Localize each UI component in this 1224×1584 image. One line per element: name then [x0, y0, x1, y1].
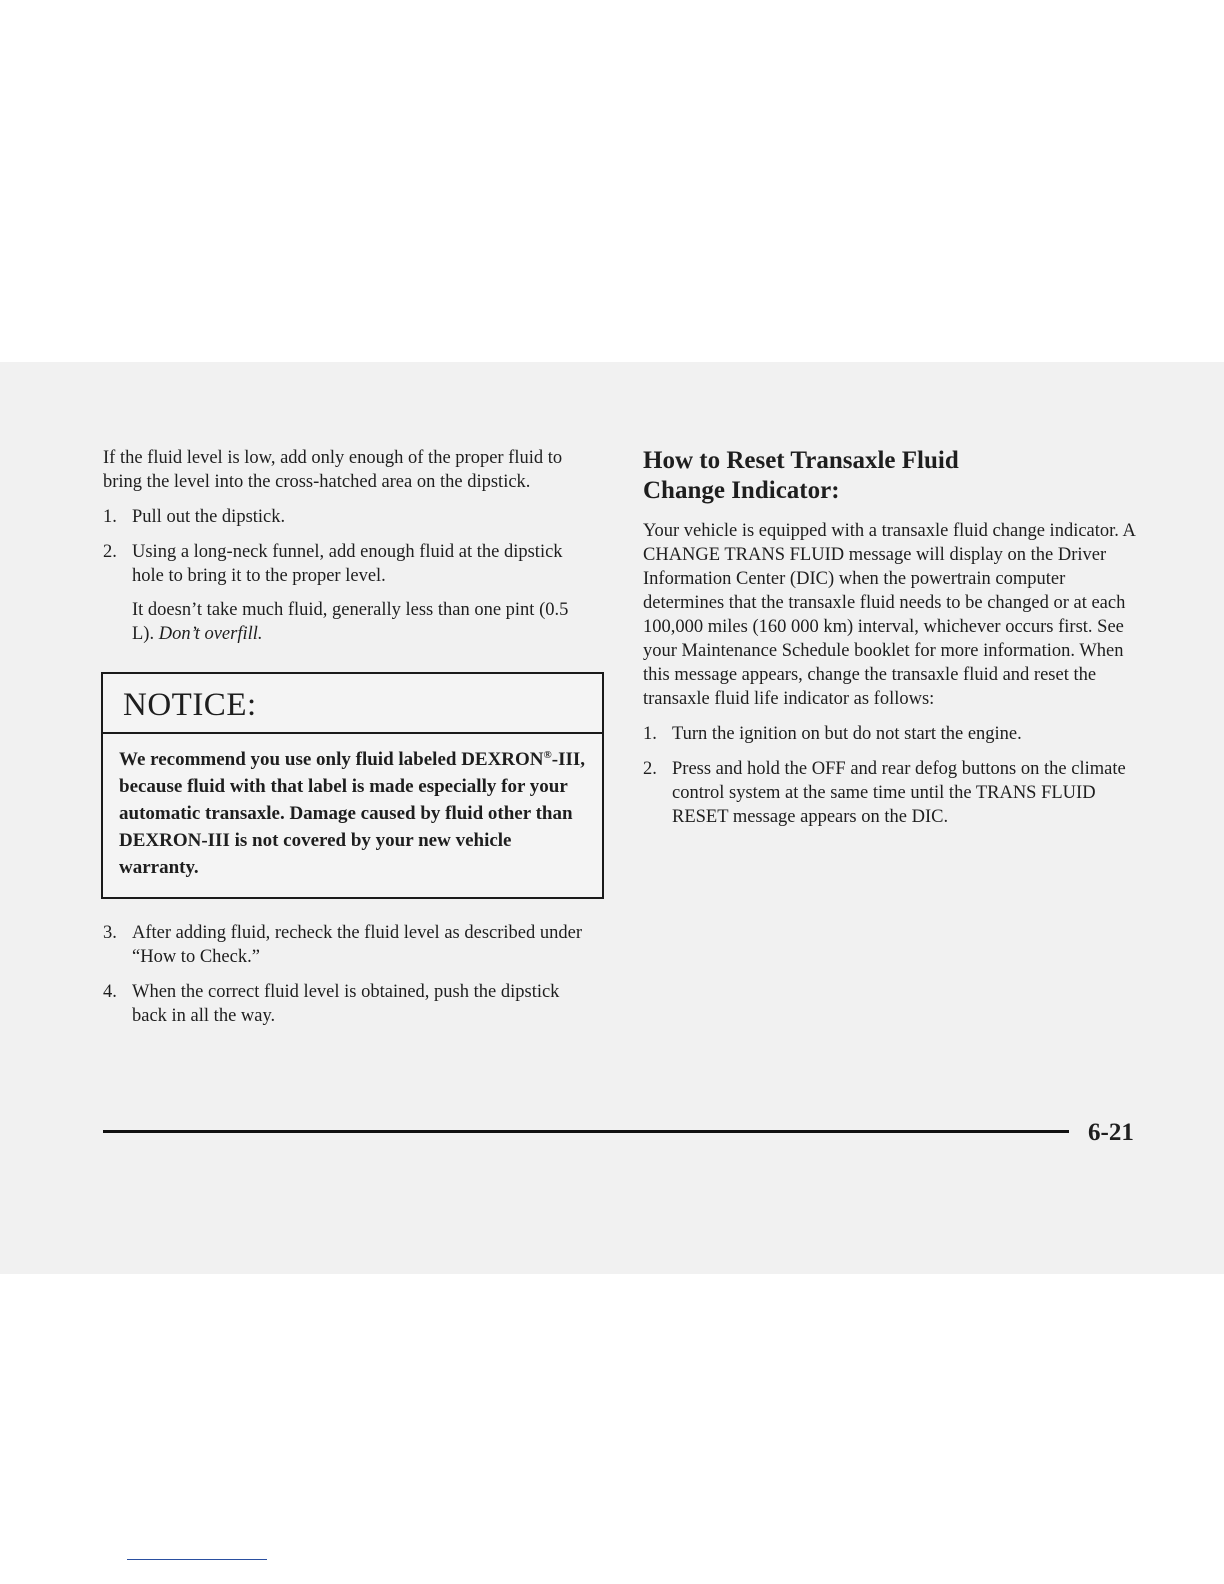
step-text: Pull out the dipstick. — [132, 507, 286, 527]
list-item — [643, 722, 1138, 746]
step-number: 2. — [103, 542, 117, 562]
list-item — [103, 980, 583, 1028]
notice-box — [101, 672, 604, 899]
step-number: 1. — [103, 507, 117, 527]
right-column — [643, 446, 1138, 829]
list-item — [643, 757, 1138, 829]
step-text: After adding fluid, recheck the fluid level as described under “How to Check.” — [132, 923, 582, 967]
steps-after-notice — [103, 921, 583, 1028]
step-note — [103, 598, 583, 646]
step-text: When the correct fluid level is obtained, push the dipstick back in all the way. — [132, 982, 560, 1026]
step-text: Using a long-neck funnel, add enough fluid at the dipstick hole to bring it to the proper level. — [132, 542, 563, 586]
section-heading-line: How to Reset Transaxle Fluid — [643, 447, 959, 474]
step-number: 2. — [643, 759, 657, 779]
step-text: Press and hold the OFF and rear defog buttons on the climate control system at the same time until the TRANS FLUID RESET message appears on the DIC. — [672, 759, 1126, 827]
step-number: 1. — [643, 724, 657, 744]
footer-rule — [103, 1130, 1069, 1133]
step-number: 4. — [103, 982, 117, 1002]
list-item — [103, 921, 583, 969]
bottom-divider — [127, 1559, 267, 1560]
section-paragraph: Your vehicle is equipped with a transaxle fluid change indicator. A CHANGE TRANS FLUID message will display on the Driver Information Center (DIC) when the powertrain computer determines that the transaxle fluid needs to be changed or at each 100,000 miles (160 000 km) interval, whichever occurs first. See your Maintenance Schedule booklet for more information. When this message appears, change the transaxle fluid and reset the transaxle fluid life indicator as follows: — [643, 521, 1135, 709]
left-column — [103, 446, 586, 1028]
step-note-emphasis: Don’t overfill. — [158, 624, 263, 644]
list-item — [103, 505, 583, 529]
step-text: Turn the ignition on but do not start the engine. — [672, 724, 1022, 744]
page-number: 6-21 — [1088, 1119, 1134, 1146]
list-item — [103, 540, 583, 588]
section-heading-line: Change Indicator: — [643, 477, 840, 504]
step-note-text: It doesn’t take much fluid, generally less than one pint (0.5 L). — [132, 600, 569, 644]
section-heading — [643, 446, 1138, 506]
notice-text — [103, 734, 602, 897]
notice-text-part: -III, because fluid with that label is made especially for your automatic transaxle. Damage caused by fluid other than DEXRON-III is not covered by your new vehicle warranty. — [119, 749, 586, 878]
notice-text-part: We recommend you use only fluid labeled DEXRON — [119, 749, 544, 770]
notice-heading: NOTICE: — [103, 674, 602, 734]
intro-paragraph: If the fluid level is low, add only enough of the proper fluid to bring the level into the cross-hatched area on the dipstick. — [103, 448, 563, 492]
registered-mark: ® — [543, 749, 552, 761]
step-number: 3. — [103, 923, 117, 943]
